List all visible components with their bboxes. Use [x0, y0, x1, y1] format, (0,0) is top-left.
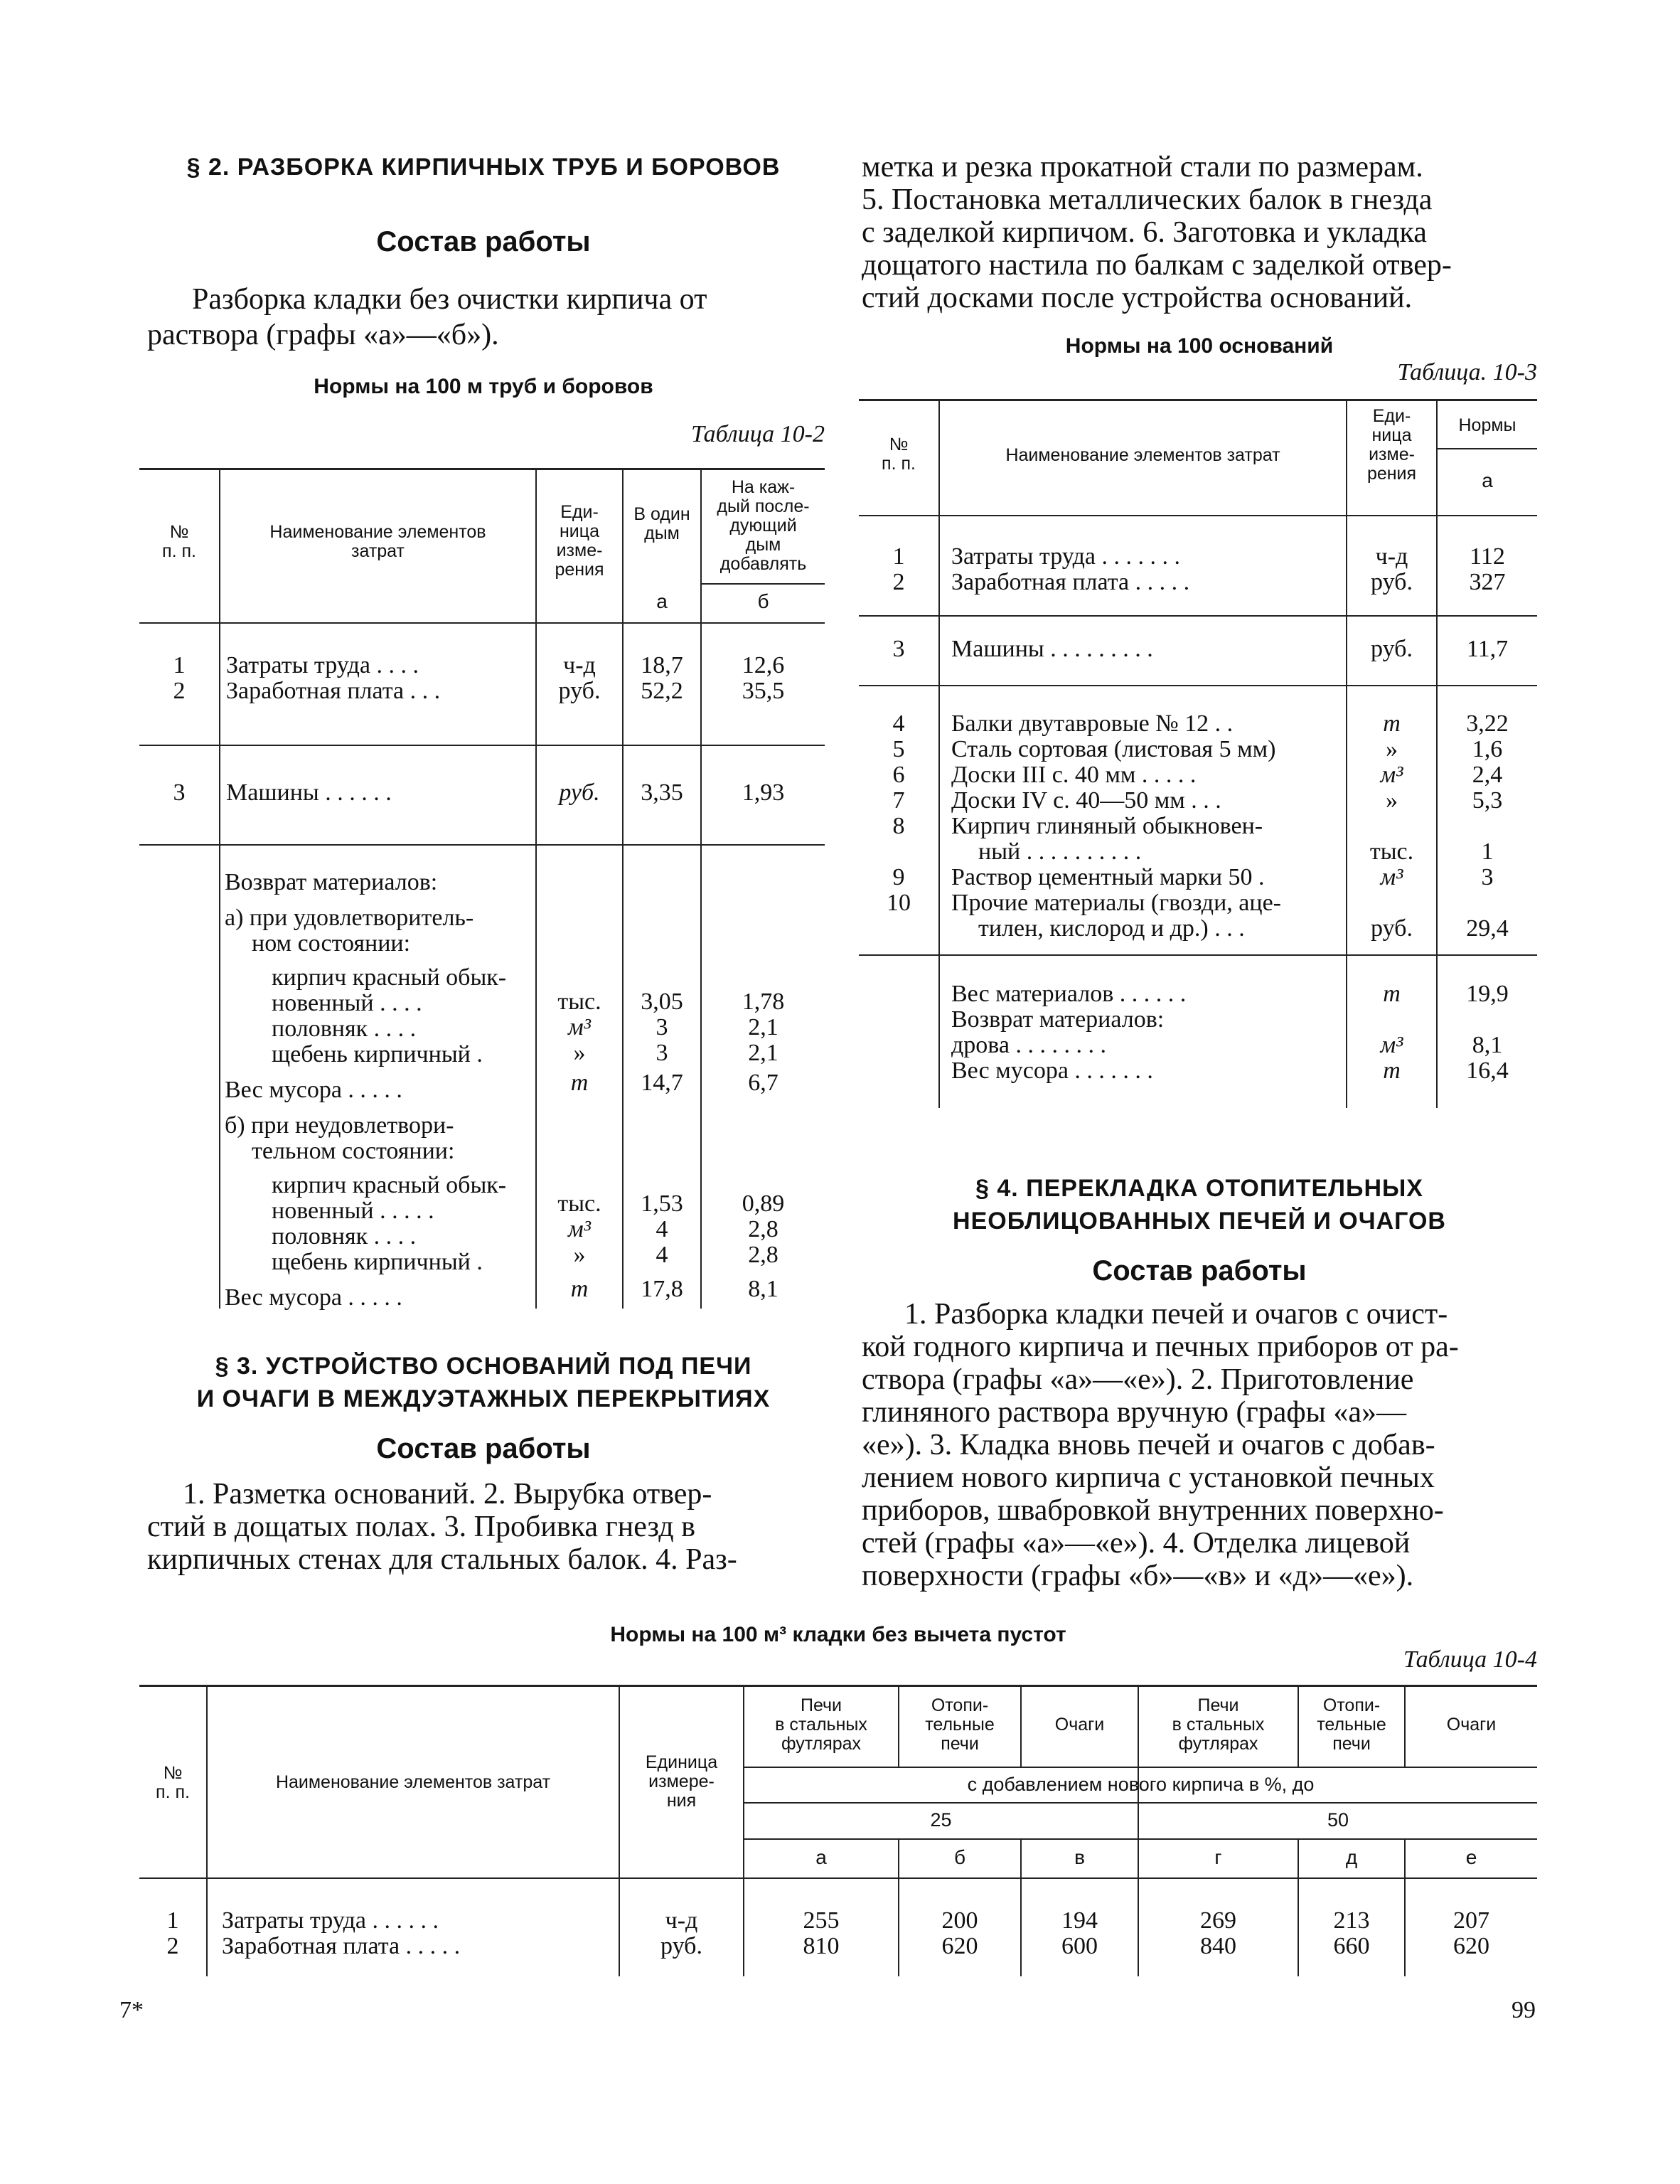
table-header-50: 50 — [1327, 1809, 1349, 1831]
table-cell-col-c: 194 600 — [1061, 1907, 1098, 1959]
section-3-continuation-text: метка и резка прокатной стали по размерам. 5. Постановка металлических балок в гнезда с заделкой кирпичом. 6. Заготовка и укладка дощатого настила по балкам с заделкой отвер- стий досками после устройства оснований. — [862, 151, 1452, 314]
table-header-col-f: Очаги — [1446, 1715, 1497, 1735]
table-rule — [139, 745, 825, 746]
row-values-b: 12,6 35,5 — [742, 652, 785, 704]
table-header-norms: Нормы — [1458, 415, 1516, 435]
row-names: Затраты труда . . . . Заработная плата . . . — [226, 652, 441, 704]
row-values-a: 112 327 — [1469, 543, 1506, 595]
row-units: ч-д руб. — [1371, 543, 1413, 595]
table-header-unit: Еди- ница изме- рения — [555, 502, 604, 580]
table-column-rule — [219, 469, 220, 1309]
row-name: Машины . . . . . . — [226, 779, 392, 806]
materials-return-b-values-b: 0,89 2,8 2,8 — [742, 1190, 785, 1268]
row-numbers: 1 2 — [892, 543, 905, 595]
debris-1-value-b: 6,7 — [748, 1070, 779, 1096]
table-cell-col-f: 207 620 — [1453, 1907, 1489, 1959]
row-unit: руб. — [559, 779, 600, 806]
table-header-letter-e: д — [1345, 1846, 1358, 1868]
table-header-letter-c: в — [1074, 1846, 1085, 1868]
materials-return-b-units: тыс. м³ » — [557, 1190, 601, 1268]
table-rule — [859, 954, 1537, 956]
row-units: т » м³ » тыс. м³ руб. — [1369, 710, 1414, 942]
table-rule — [743, 1767, 1537, 1768]
debris-2-value-b: 8,1 — [748, 1276, 779, 1302]
section-4-title: § 4. ПЕРЕКЛАДКА ОТОПИТЕЛЬНЫХ НЕОБЛИЦОВАННЫХ ПЕЧЕЙ И ОЧАГОВ — [953, 1175, 1446, 1235]
table-rule — [139, 1877, 1537, 1879]
debris-2-unit: т — [570, 1276, 589, 1302]
row-values-a: 18,7 52,2 — [641, 652, 683, 704]
table-header-col-b: На каж- дый после- дующий дым добавлять — [717, 477, 810, 574]
row-names: Вес материалов . . . . . . Возврат материалов: дрова . . . . . . . . Вес мусора . . . . . . . — [951, 981, 1187, 1084]
section-3-work-heading: Состав работы — [376, 1433, 591, 1464]
page-number: 99 — [1512, 1997, 1536, 2023]
table-header-col-d: Печи в стальных футлярах — [1172, 1695, 1265, 1754]
row-numbers: 1 2 — [166, 1907, 179, 1959]
table-10-3-caption: Нормы на 100 оснований — [1065, 334, 1334, 358]
table-rule — [139, 468, 825, 470]
table-rule — [859, 685, 1537, 686]
table-header-letter-b: б — [953, 1846, 966, 1868]
row-unit: руб. — [1371, 636, 1413, 662]
table-cell-col-b: 200 620 — [941, 1907, 978, 1959]
row-units: ч-д руб. — [660, 1907, 702, 1959]
row-units: ч-д руб. — [558, 652, 601, 704]
table-header-name: Наименование элементов затрат — [269, 522, 486, 561]
table-rule — [139, 844, 825, 846]
table-header-letter-a: а — [1482, 469, 1493, 491]
footer-signature-mark: 7* — [119, 1997, 144, 2023]
materials-return-names: Возврат материалов: а) при удовлетворитель- ном состоянии: кирпич красный обык- новенный . . . . половняк . . . . щебень кирпичный . Вес мусора . . . . . б) при неудовлетвори- тельном состоянии: кирпич красный обык- новенный . . . . . половняк . . . . щебень кирпичный . Вес мусора . . . . . — [225, 869, 507, 1311]
table-header-no: № п. п. — [882, 435, 916, 474]
table-10-3-label: Таблица. 10-3 — [1397, 359, 1537, 385]
table-header-col-c: Очаги — [1054, 1715, 1105, 1735]
table-rule — [1436, 448, 1537, 449]
table-rule — [859, 615, 1537, 617]
table-rule — [700, 583, 825, 585]
row-units: т м³ т — [1380, 981, 1403, 1084]
table-column-rule — [938, 400, 940, 1108]
table-header-span: с добавлением нового кирпича в %, до — [967, 1774, 1315, 1795]
table-header-name: Наименование элементов затрат — [275, 1772, 551, 1792]
row-value-b: 1,93 — [742, 779, 785, 806]
table-header-letter-f: е — [1465, 1846, 1477, 1868]
row-numbers: 4 5 6 7 8 9 10 — [887, 710, 911, 916]
section-4-work-heading: Состав работы — [1092, 1255, 1307, 1287]
table-rule — [743, 1802, 1537, 1804]
table-rule — [139, 622, 825, 624]
section-2-text-line-1: Разборка кладки без очистки кирпича от — [192, 283, 707, 316]
section-3-title: § 3. УСТРОЙСТВО ОСНОВАНИЙ ПОД ПЕЧИ И ОЧАГИ В МЕЖДУЭТАЖНЫХ ПЕРЕКРЫТИЯХ — [196, 1353, 771, 1412]
table-header-unit: Еди- ница изме- рения — [1366, 406, 1417, 484]
table-cell-col-e: 213 660 — [1333, 1907, 1370, 1959]
row-value-a: 3,35 — [641, 779, 683, 806]
row-numbers: 1 2 — [173, 652, 186, 704]
table-10-2-label: Таблица 10-2 — [691, 421, 825, 447]
section-3-text: 1. Разметка оснований. 2. Вырубка отвер- стий в дощатых полах. 3. Пробивка гнезд в кирпичных стенах для стальных балок. 4. Раз- — [147, 1478, 737, 1576]
materials-return-a-values-a: 3,05 3 3 — [641, 989, 683, 1066]
section-2-text-line-2: раствора (графы «а»—«б»). — [147, 319, 499, 351]
section-2-work-heading: Состав работы — [376, 226, 591, 257]
debris-1-unit: т — [570, 1070, 589, 1096]
debris-2-value-a: 17,8 — [641, 1276, 683, 1302]
table-10-2-caption: Нормы на 100 м труб и боровов — [314, 375, 653, 398]
table-column-rule — [206, 1686, 208, 1976]
materials-return-a-values-b: 1,78 2,1 2,1 — [742, 989, 785, 1066]
table-header-letter-a: а — [815, 1846, 827, 1868]
table-header-no: № п. п. — [162, 522, 196, 561]
table-10-4-caption: Нормы на 100 м³ кладки без вычета пустот — [610, 1623, 1066, 1646]
table-header-name: Наименование элементов затрат — [1005, 445, 1280, 465]
table-header-col-a: Печи в стальных футлярах — [775, 1695, 867, 1754]
row-number: 3 — [892, 636, 905, 662]
table-rule — [859, 515, 1537, 516]
table-rule — [859, 399, 1537, 401]
row-value-a: 11,7 — [1466, 636, 1509, 662]
materials-return-b-values-a: 1,53 4 4 — [641, 1190, 683, 1268]
table-header-col-b: Отопи- тельные печи — [925, 1695, 995, 1754]
table-header-letter-b: б — [757, 590, 769, 612]
row-names: Балки двутавровые № 12 . . Сталь сортовая (листовая 5 мм) Доски III с. 40 мм . . . . . Доски IV с. 40—50 мм . . . Кирпич глиняный обыкновен- ный . . . . . . . . . . Раствор цементный марки 50 . Прочие материалы (гвозди, аце- тилен, кислород и др.) . . . — [951, 710, 1281, 942]
table-cell-col-d: 269 840 — [1200, 1907, 1236, 1959]
table-column-rule — [535, 469, 537, 1309]
table-header-unit: Единица измере- ния — [645, 1752, 718, 1811]
materials-return-a-units: тыс. м³ » — [557, 989, 601, 1066]
table-cell-col-a: 255 810 — [803, 1907, 840, 1959]
table-header-no: № п. п. — [156, 1763, 190, 1802]
table-header-col-a: В один дым — [633, 504, 690, 543]
table-header-letter-d: г — [1214, 1846, 1222, 1868]
table-rule — [743, 1838, 1537, 1840]
table-rule — [139, 1685, 1537, 1687]
section-4-text: 1. Разборка кладки печей и очагов с очист- кой годного кирпича и печных приборов от ра- створа (графы «а»—«е»). 2. Приготовление глиняного раствора вручную (графы «а»— «е»). 3. Кладка вновь печей и очагов с добав- лением нового кирпича с установкой печных приборов, швабровкой внутренних поверхно- стей (графы «а»—«е»). 4. Отделка лицевой поверхности (графы «б»—«в» и «д»—«е»). — [862, 1298, 1459, 1592]
table-10-4-label: Таблица 10-4 — [1403, 1646, 1537, 1673]
row-names: Затраты труда . . . . . . . Заработная плата . . . . . — [951, 543, 1190, 595]
table-header-col-e: Отопи- тельные печи — [1317, 1695, 1386, 1754]
row-name: Машины . . . . . . . . . — [951, 636, 1153, 662]
row-values-a: 3,22 1,6 2,4 5,3 1 3 29,4 — [1466, 710, 1509, 942]
section-2-title: § 2. РАЗБОРКА КИРПИЧНЫХ ТРУБ И БОРОВОВ — [186, 154, 781, 181]
row-number: 3 — [173, 779, 186, 806]
table-header-letter-a: а — [656, 590, 668, 612]
table-header-25: 25 — [930, 1809, 952, 1831]
debris-1-value-a: 14,7 — [641, 1070, 683, 1096]
row-values-a: 19,9 8,1 16,4 — [1466, 981, 1509, 1084]
row-names: Затраты труда . . . . . . Заработная плата . . . . . — [222, 1907, 461, 1959]
